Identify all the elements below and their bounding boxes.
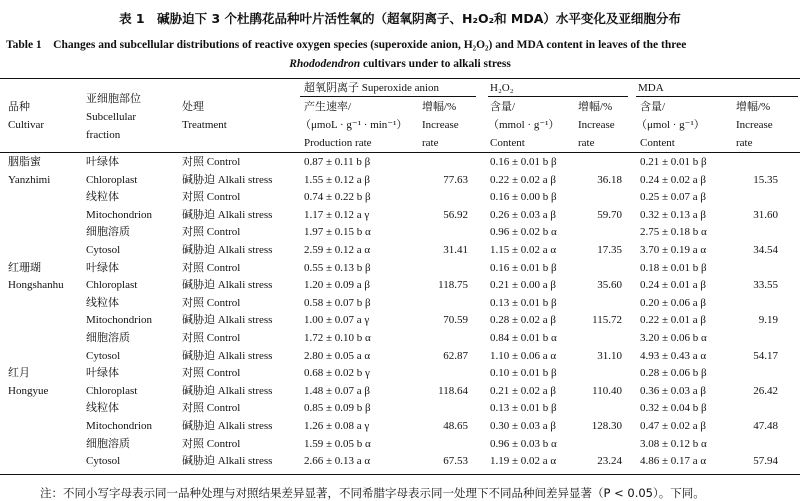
cell-cultivar: Hongyue: [8, 384, 49, 397]
cell-treatment: 碱胁迫 Alkali stress: [182, 349, 273, 362]
cell-mda-content: 0.24 ± 0.01 a β: [640, 279, 707, 292]
cell-h2o2-content: 0.96 ± 0.02 b α: [490, 226, 557, 239]
cell-treatment: 对照 Control: [182, 156, 241, 168]
cell-superoxide-rate: 1.20 ± 0.09 a β: [304, 279, 371, 292]
cell-mda-content: 0.18 ± 0.01 b β: [640, 261, 707, 274]
cell-h2o2-increase: 128.30: [591, 420, 622, 432]
cell-treatment: 碱胁迫 Alkali stress: [182, 455, 273, 468]
cell-h2o2-increase: 36.18: [597, 173, 622, 186]
cell-cultivar: 红月: [8, 367, 30, 380]
cell-fraction: 线粒体: [86, 191, 119, 204]
header-treatment-en: Treatment: [182, 119, 227, 131]
cell-cultivar: Hongshanhu: [8, 279, 64, 292]
genus-name: Rhododendron: [289, 58, 361, 70]
cell-fraction: Cytosol: [86, 244, 121, 256]
cell-mda-content: 4.86 ± 0.17 a α: [640, 455, 707, 468]
cell-superoxide-rate: 1.26 ± 0.08 a γ: [304, 420, 370, 432]
cell-mda-content: 0.32 ± 0.04 b β: [640, 402, 707, 415]
header-h2o2-group: H₂O₂: [490, 82, 514, 94]
cell-h2o2-increase: 59.70: [597, 208, 622, 221]
cell-treatment: 对照 Control: [182, 296, 241, 309]
cell-superoxide-increase: 118.64: [438, 384, 468, 397]
cell-superoxide-rate: 1.00 ± 0.07 a γ: [304, 314, 370, 327]
mda-subrule: [636, 96, 798, 97]
superoxide-subrule: [300, 96, 476, 97]
bottom-rule: [0, 474, 800, 475]
cell-h2o2-increase: 35.60: [597, 279, 622, 292]
cell-fraction: 线粒体: [86, 296, 119, 309]
cell-treatment: 碱胁迫 Alkali stress: [182, 244, 273, 256]
cell-mda-content: 0.28 ± 0.06 b β: [640, 367, 707, 380]
cell-superoxide-rate: 2.80 ± 0.05 a α: [304, 349, 371, 362]
header-mda-increase-en1: Increase: [736, 119, 773, 131]
header-production-rate-cn: 产生速率/: [304, 101, 352, 113]
cell-fraction: Chloroplast: [86, 384, 138, 397]
header-production-rate-en: Production rate: [304, 137, 372, 149]
header-mda-increase-cn: 增幅/%: [736, 101, 771, 113]
cell-mda-content: 3.20 ± 0.06 b α: [640, 332, 707, 344]
cell-fraction: Mitochondrion: [86, 314, 152, 327]
table-title-en-line2-rest: cultivars under to alkali stress: [360, 58, 511, 70]
table-footnote: 注：不同小写字母表示同一品种处理与对照结果差异显著，不同希腊字母表示同一处理下不同品种间差异显著（P < 0.05）。下同。: [40, 486, 705, 500]
cell-treatment: 对照 Control: [182, 332, 241, 344]
cell-fraction: 细胞溶质: [86, 332, 130, 344]
cell-mda-content: 0.24 ± 0.02 a β: [640, 173, 707, 186]
header-mda-content-en: Content: [640, 137, 675, 149]
cell-superoxide-rate: 1.72 ± 0.10 b α: [304, 332, 371, 344]
header-fraction-en1: Subcellular: [86, 111, 137, 123]
cell-mda-content: 4.93 ± 0.43 a α: [640, 349, 707, 362]
header-h2o2-increase-cn: 增幅/%: [578, 101, 613, 113]
cell-mda-content: 3.70 ± 0.19 a α: [640, 244, 707, 256]
cell-mda-increase: 31.60: [753, 208, 778, 221]
header-so-increase-en2: rate: [422, 137, 439, 149]
cell-mda-increase: 57.94: [753, 455, 778, 468]
cell-h2o2-content: 0.26 ± 0.03 a β: [490, 208, 557, 221]
cell-h2o2-content: 1.19 ± 0.02 a α: [490, 455, 557, 468]
cell-superoxide-increase: 48.65: [443, 420, 468, 432]
cell-treatment: 碱胁迫 Alkali stress: [182, 173, 273, 186]
cell-fraction: Mitochondrion: [86, 208, 152, 221]
header-cultivar-cn: 品种: [8, 101, 30, 113]
cell-superoxide-rate: 1.48 ± 0.07 a β: [304, 384, 371, 397]
cell-treatment: 对照 Control: [182, 402, 241, 415]
cell-mda-content: 0.25 ± 0.07 a β: [640, 191, 707, 204]
cell-mda-increase: 54.17: [753, 349, 778, 362]
cell-mda-content: 0.20 ± 0.06 a β: [640, 296, 707, 309]
header-cultivar-en: Cultivar: [8, 119, 45, 131]
cell-cultivar: 红珊瑚: [8, 261, 41, 274]
header-mda-unit: （μmol · g⁻¹）: [636, 119, 705, 131]
header-mda-increase-en2: rate: [736, 137, 753, 149]
cell-h2o2-content: 0.21 ± 0.00 a β: [490, 279, 557, 292]
header-superoxide-group: 超氧阴离子 Superoxide anion: [304, 82, 440, 94]
cell-superoxide-increase: 118.75: [438, 279, 468, 292]
cell-superoxide-rate: 0.58 ± 0.07 b β: [304, 296, 371, 309]
table-title-en-line1: Table 1 Changes and subcellular distributions of reactive oxygen species (superoxide anion, H₂O₂) and MDA content in leaves of the three: [6, 39, 687, 51]
cell-h2o2-content: 0.16 ± 0.01 b β: [490, 156, 557, 168]
cell-h2o2-increase: 17.35: [597, 244, 622, 256]
cell-fraction: 叶绿体: [86, 367, 119, 380]
cell-h2o2-content: 0.10 ± 0.01 b β: [490, 367, 557, 380]
header-so-increase-cn: 增幅/%: [422, 101, 457, 113]
header-h2o2-increase-en1: Increase: [578, 119, 615, 131]
cell-fraction: 叶绿体: [86, 156, 119, 168]
header-bottom-rule: [0, 152, 800, 153]
cell-h2o2-content: 0.22 ± 0.02 a β: [490, 173, 557, 186]
cell-superoxide-rate: 0.85 ± 0.09 b β: [304, 402, 371, 415]
cell-mda-increase: 9.19: [758, 314, 778, 327]
cell-superoxide-rate: 0.68 ± 0.02 b γ: [304, 367, 370, 380]
cell-fraction: 线粒体: [86, 402, 119, 415]
header-mda-group: MDA: [638, 82, 664, 94]
cell-superoxide-rate: 0.74 ± 0.22 b β: [304, 191, 371, 204]
cell-h2o2-increase: 115.72: [592, 314, 622, 327]
cell-mda-increase: 47.48: [753, 420, 778, 432]
table-title-cn: 表 1 碱胁迫下 3 个杜鹃花品种叶片活性氧的（超氧阴离子、H₂O₂和 MDA）水平变化及亚细胞分布: [119, 11, 681, 26]
cell-superoxide-rate: 0.87 ± 0.11 b β: [304, 156, 371, 168]
cell-cultivar: Yanzhimi: [8, 173, 51, 186]
cell-superoxide-rate: 1.17 ± 0.12 a γ: [304, 208, 370, 221]
cell-h2o2-content: 1.15 ± 0.02 a α: [490, 244, 557, 256]
cell-superoxide-rate: 2.59 ± 0.12 a α: [304, 244, 371, 256]
cell-mda-content: 0.32 ± 0.13 a β: [640, 208, 707, 221]
header-fraction-cn: 亚细胞部位: [86, 93, 141, 105]
cell-treatment: 对照 Control: [182, 367, 241, 380]
cell-superoxide-increase: 62.87: [443, 349, 468, 362]
cell-superoxide-increase: 56.92: [443, 208, 468, 221]
cell-treatment: 碱胁迫 Alkali stress: [182, 314, 273, 327]
cell-mda-increase: 15.35: [753, 173, 778, 186]
header-h2o2-unit: （mmol · g⁻¹）: [488, 119, 560, 131]
cell-h2o2-increase: 23.24: [597, 455, 622, 468]
cell-fraction: 细胞溶质: [86, 226, 130, 239]
cell-fraction: Chloroplast: [86, 279, 138, 292]
cell-mda-increase: 26.42: [753, 384, 778, 397]
cell-treatment: 对照 Control: [182, 437, 241, 450]
header-treatment-cn: 处理: [182, 101, 204, 113]
table-title-en-line2: [0, 58, 800, 70]
cell-superoxide-rate: 1.55 ± 0.12 a β: [304, 173, 371, 186]
cell-mda-increase: 33.55: [753, 279, 778, 292]
cell-superoxide-rate: 0.55 ± 0.13 b β: [304, 261, 371, 274]
cell-h2o2-increase: 110.40: [592, 384, 622, 397]
cell-treatment: 碱胁迫 Alkali stress: [182, 279, 273, 292]
cell-mda-content: 0.22 ± 0.01 a β: [640, 314, 707, 327]
cell-fraction: Chloroplast: [86, 173, 138, 186]
cell-fraction: 细胞溶质: [86, 437, 130, 450]
cell-treatment: 碱胁迫 Alkali stress: [182, 208, 273, 221]
cell-mda-content: 3.08 ± 0.12 b α: [640, 437, 707, 450]
cell-mda-increase: 34.54: [753, 244, 778, 256]
cell-cultivar: 胭脂蜜: [8, 156, 41, 168]
cell-h2o2-content: 0.84 ± 0.01 b α: [490, 332, 557, 344]
cell-h2o2-increase: 31.10: [597, 349, 622, 362]
cell-superoxide-increase: 70.59: [443, 314, 468, 327]
cell-h2o2-content: 1.10 ± 0.06 a α: [490, 349, 557, 362]
cell-superoxide-increase: 77.63: [443, 173, 468, 186]
cell-treatment: 对照 Control: [182, 261, 241, 274]
top-rule: [0, 78, 800, 79]
cell-mda-content: 0.47 ± 0.02 a β: [640, 420, 707, 432]
cell-superoxide-rate: 2.66 ± 0.13 a α: [304, 455, 371, 468]
cell-h2o2-content: 0.28 ± 0.02 a β: [490, 314, 557, 327]
cell-h2o2-content: 0.96 ± 0.03 b α: [490, 437, 557, 450]
header-h2o2-content-cn: 含量/: [490, 101, 516, 113]
cell-treatment: 碱胁迫 Alkali stress: [182, 384, 273, 397]
cell-mda-content: 0.36 ± 0.03 a β: [640, 384, 707, 397]
header-h2o2-content-en: Content: [490, 137, 525, 149]
header-h2o2-increase-en2: rate: [578, 137, 595, 149]
cell-fraction: Cytosol: [86, 349, 121, 362]
cell-h2o2-content: 0.30 ± 0.03 a β: [490, 420, 557, 432]
cell-h2o2-content: 0.13 ± 0.01 b β: [490, 402, 557, 415]
cell-superoxide-rate: 1.97 ± 0.15 b α: [304, 226, 371, 239]
cell-h2o2-content: 0.16 ± 0.00 b β: [490, 191, 557, 204]
cell-h2o2-content: 0.13 ± 0.01 b β: [490, 296, 557, 309]
cell-fraction: Mitochondrion: [86, 420, 152, 432]
cell-superoxide-increase: 31.41: [443, 244, 468, 256]
cell-treatment: 对照 Control: [182, 191, 241, 204]
cell-fraction: Cytosol: [86, 455, 121, 468]
header-fraction-en2: fraction: [86, 129, 121, 141]
cell-mda-content: 0.21 ± 0.01 b β: [640, 156, 707, 168]
header-production-rate-unit: （μmoL · g⁻¹ · min⁻¹）: [300, 119, 408, 131]
cell-mda-content: 2.75 ± 0.18 b α: [640, 226, 707, 239]
cell-superoxide-rate: 1.59 ± 0.05 b α: [304, 437, 371, 450]
cell-fraction: 叶绿体: [86, 261, 119, 274]
header-so-increase-en1: Increase: [422, 119, 459, 131]
cell-treatment: 碱胁迫 Alkali stress: [182, 420, 273, 432]
cell-superoxide-increase: 67.53: [443, 455, 468, 468]
h2o2-subrule: [488, 96, 628, 97]
cell-h2o2-content: 0.21 ± 0.02 a β: [490, 384, 557, 397]
header-mda-content-cn: 含量/: [640, 101, 666, 113]
cell-h2o2-content: 0.16 ± 0.01 b β: [490, 261, 557, 274]
cell-treatment: 对照 Control: [182, 226, 241, 239]
